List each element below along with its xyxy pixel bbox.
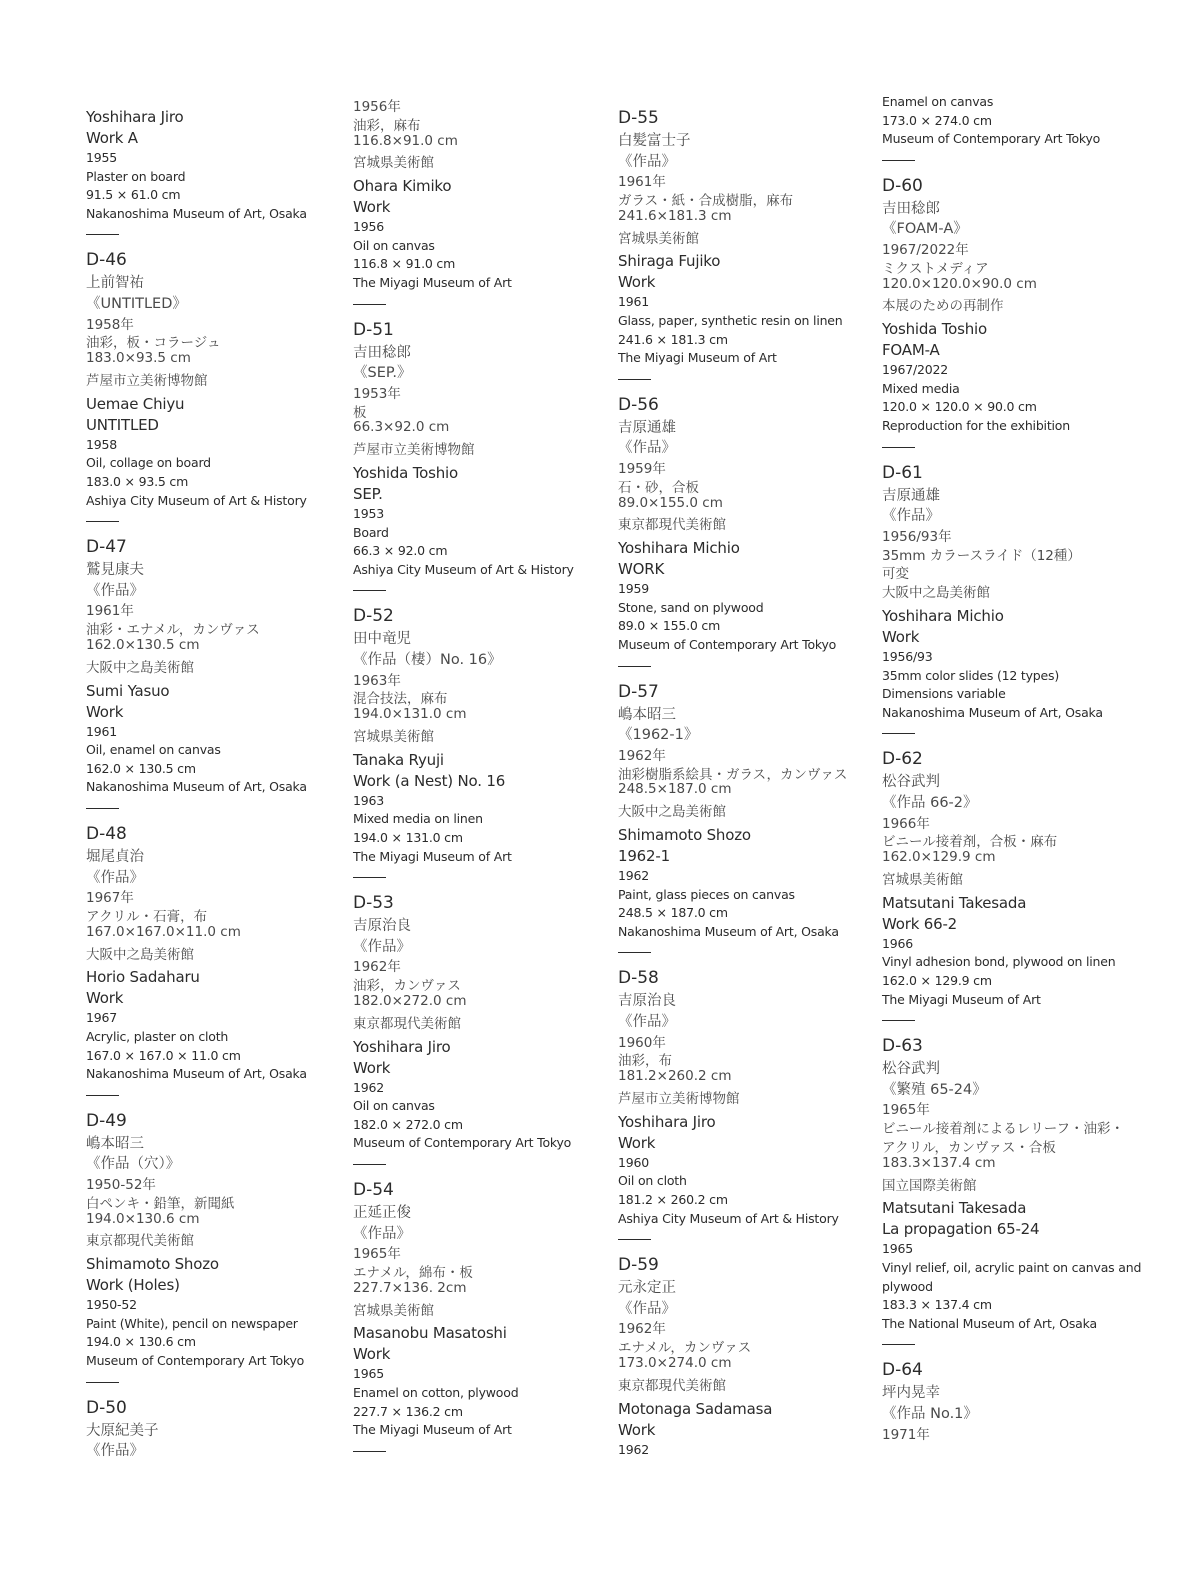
work-detail-en: 66.3 × 92.0 cm [353,543,448,559]
artist-name-en: Shiraga Fujiko [618,252,721,271]
japanese-detail: 大阪中之島美術館 [86,659,194,676]
work-detail-en: 1956/93 [882,649,933,664]
work-detail-en: 183.0 × 93.5 cm [86,474,189,489]
japanese-detail: ガラス・紙・合成樹脂，麻布 [618,193,794,209]
work-detail-en: 1956 [353,219,385,235]
work-detail-en: Nakanoshima Museum of Art, Osaka [618,923,839,939]
japanese-detail: 1965年 [882,1102,930,1119]
japanese-detail: 183.3×137.4 cm [882,1154,996,1171]
japanese-detail: 181.2×260.2 cm [618,1068,732,1085]
work-title-en: Work (a Nest) No. 16 [353,771,506,790]
work-title-en: Work [353,1058,391,1077]
work-detail-en: Oil, enamel on canvas [86,742,221,758]
catalog-number: D-59 [618,1255,659,1276]
artist-name-en: Ohara Kimiko [353,177,452,196]
work-detail-en: 1961 [86,723,118,739]
work-detail-en: Paint, glass pieces on canvas [618,886,795,902]
work-detail-en: Oil on canvas [353,1098,435,1114]
japanese-line: 田中竜児 [353,631,411,648]
japanese-detail: 混合技法，麻布 [353,691,448,708]
work-detail-en: Board [353,524,389,540]
japanese-detail: 東京都現代美術館 [353,1015,461,1032]
artist-name-en: Matsutani Takesada [882,893,1027,912]
work-detail-en: Glass, paper, synthetic resin on linen [618,313,843,328]
japanese-detail: 66.3×92.0 cm [353,419,450,436]
work-detail-en: 1966 [882,935,914,951]
japanese-line: 《作品（穴）》 [86,1156,181,1173]
work-detail-en: 91.5 × 61.0 cm [86,187,181,203]
japanese-line: 《繁殖 65-24》 [882,1081,987,1098]
work-title-en: UNTITLED [86,415,159,434]
japanese-line: 嶋本昭三 [618,706,676,723]
work-detail-en: 162.0 × 130.5 cm [86,760,196,776]
work-detail-en: Ashiya City Museum of Art & History [353,561,574,577]
japanese-detail: 1962年 [618,1321,666,1338]
work-detail-en: 227.7 × 136.2 cm [353,1403,463,1419]
japanese-detail: 1967/2022年 [882,242,969,258]
catalog-number: D-54 [353,1180,394,1200]
catalog-number: D-48 [86,824,127,844]
japanese-detail: 1959年 [618,461,666,477]
entry-divider [86,808,119,809]
japanese-detail: 油彩，板・コラージュ [86,335,221,352]
japanese-detail: 宮城県美術館 [882,872,963,888]
work-detail-en: 173.0 × 274.0 cm [882,112,992,128]
artist-name-en: Yoshihara Michio [882,607,1004,625]
japanese-detail: 芦屋市立美術博物館 [618,1091,740,1107]
work-detail-en: 1962 [618,868,650,883]
catalog-number: D-47 [86,537,127,558]
work-detail-en: Nakanoshima Museum of Art, Osaka [86,1066,307,1082]
japanese-line: 吉原通雄 [618,419,676,436]
japanese-detail: 可変 [882,566,909,583]
japanese-detail: 162.0×129.9 cm [882,849,996,866]
work-detail-en: Reproduction for the exhibition [882,418,1070,433]
work-detail-en: 1962 [618,1441,650,1457]
work-title-en: Work 66-2 [882,914,957,933]
japanese-detail: 白ペンキ・鉛筆，新聞紙 [86,1195,235,1212]
entry-divider [882,733,915,734]
work-detail-en: 1959 [618,581,650,597]
japanese-detail: 89.0×155.0 cm [618,494,723,511]
work-detail-en: 116.8 × 91.0 cm [353,256,456,272]
entry-divider [882,447,915,448]
work-detail-en: Oil, collage on board [86,455,211,471]
japanese-line: 大原紀美子 [86,1422,159,1439]
work-title-en: La propagation 65-24 [882,1220,1040,1239]
work-detail-en: plywood [882,1278,933,1294]
japanese-detail: 油彩，カンヴァス [353,978,461,995]
artist-name-en: Yoshihara Michio [618,539,740,558]
japanese-detail: 1958年 [86,316,134,333]
japanese-line: 《作品》 [882,508,940,525]
japanese-detail: 板 [353,404,367,421]
work-detail-en: 162.0 × 129.9 cm [882,973,992,988]
japanese-detail: 1956/93年 [882,528,952,545]
japanese-line: 坪内晃幸 [882,1385,940,1402]
catalog-number: D-49 [86,1110,127,1131]
work-title-en: Work [86,702,124,721]
japanese-line: 吉田稔郎 [882,200,940,217]
work-title-en: Work A [86,129,138,147]
work-title-en: Work [618,273,656,292]
japanese-detail: 油彩，布 [618,1053,672,1070]
work-title-en: FOAM-A [882,341,940,360]
work-title-en: Work [618,1133,656,1152]
work-detail-en: Vinyl relief, oil, acrylic paint on canvas and [882,1260,1142,1275]
japanese-detail: 248.5×187.0 cm [618,781,732,798]
work-detail-en: Ashiya City Museum of Art & History [86,492,307,508]
work-title-en: SEP. [353,485,383,503]
work-title-en: Work [86,989,124,1008]
entry-divider [353,877,386,878]
entry-divider [353,1164,386,1165]
catalog-number: D-64 [882,1360,923,1381]
japanese-detail: 241.6×181.3 cm [618,207,732,224]
work-detail-en: 1967/2022 [882,362,949,378]
japanese-detail: 国立国際美術館 [882,1177,977,1194]
work-detail-en: 1960 [618,1154,650,1170]
japanese-line: 堀尾貞治 [86,849,144,865]
work-detail-en: The Miyagi Museum of Art [353,275,512,290]
japanese-line: 吉田稔郎 [353,344,411,361]
work-detail-en: 35mm color slides (12 types) [882,667,1060,683]
artist-name-en: Sumi Yasuo [86,681,170,700]
entry-divider [618,1239,651,1240]
entry-divider [618,952,651,953]
japanese-line: 鷲見康夫 [86,562,144,579]
artist-name-en: Yoshihara Jiro [618,1112,716,1131]
japanese-detail: エナメル，綿布・板 [353,1265,473,1281]
artist-name-en: Yoshihara Jiro [353,1037,451,1056]
work-detail-en: Oil on cloth [618,1173,687,1189]
japanese-detail: 1962年 [353,959,401,976]
japanese-line: 松谷武判 [882,1061,940,1078]
work-title-en: 1962-1 [618,847,670,865]
work-detail-en: The Miyagi Museum of Art [353,848,512,864]
work-detail-en: 1962 [353,1079,385,1095]
catalog-number: D-46 [86,250,127,271]
japanese-detail: 宮城県美術館 [353,155,434,172]
japanese-line: 《作品》 [353,938,411,955]
work-detail-en: Enamel on cotton, plywood [353,1385,519,1400]
japanese-detail: 194.0×130.6 cm [86,1210,200,1227]
artist-name-en: Shimamoto Shozo [86,1255,219,1274]
work-detail-en: 241.6 × 181.3 cm [618,331,728,347]
japanese-detail: 1966年 [882,815,930,832]
japanese-line: 《作品 66-2》 [882,795,978,811]
work-detail-en: 89.0 × 155.0 cm [618,618,721,634]
work-detail-en: Museum of Contemporary Art Tokyo [882,131,1101,147]
catalog-number: D-50 [86,1397,127,1418]
japanese-line: 正延正俊 [353,1205,411,1221]
japanese-detail: 石・砂，合板 [618,479,699,496]
japanese-line: 嶋本昭三 [86,1135,144,1152]
work-detail-en: 1955 [86,150,118,165]
japanese-detail: 182.0×272.0 cm [353,993,467,1009]
artist-name-en: Masanobu Masatoshi [353,1324,507,1343]
japanese-detail: 大阪中之島美術館 [618,804,726,821]
japanese-detail: 油彩，麻布 [353,117,421,134]
work-detail-en: Museum of Contemporary Art Tokyo [353,1135,572,1151]
catalog-number: D-56 [618,394,659,415]
work-detail-en: 1958 [86,436,118,452]
catalog-number: D-55 [618,108,659,128]
entry-divider [353,590,386,591]
japanese-detail: 1965年 [353,1246,401,1263]
japanese-detail: 35mm カラースライド（12種） [882,547,1081,564]
catalog-number: D-53 [353,893,394,914]
japanese-detail: 1950-52年 [86,1177,156,1193]
catalog-number: D-61 [882,462,923,483]
entry-divider [882,1020,915,1021]
japanese-line: 元永定正 [618,1280,676,1297]
work-detail-en: 194.0 × 130.6 cm [86,1334,196,1350]
work-title-en: Work [353,1345,391,1364]
entry-divider [882,1344,915,1345]
work-detail-en: Mixed media [882,380,960,396]
japanese-detail: 大阪中之島美術館 [882,585,990,602]
japanese-line: 《作品》 [86,869,144,886]
japanese-detail: 1956年 [353,99,401,115]
japanese-line: 《作品》 [618,440,676,457]
work-detail-en: 194.0 × 131.0 cm [353,830,463,845]
work-detail-en: Museum of Contemporary Art Tokyo [86,1353,305,1368]
japanese-detail: エナメル，カンヴァス [618,1340,752,1357]
japanese-detail: 本展のための再制作 [882,298,1004,315]
japanese-line: 松谷武判 [882,774,940,791]
japanese-line: 《作品》 [618,153,676,170]
work-detail-en: The Miyagi Museum of Art [882,991,1041,1007]
japanese-line: 《UNTITLED》 [86,296,187,312]
japanese-detail: 183.0×93.5 cm [86,350,191,367]
japanese-line: 《1962-1》 [618,727,699,744]
work-detail-en: 1963 [353,792,385,808]
japanese-detail: アクリル，カンヴァス・合板 [882,1140,1056,1156]
japanese-detail: ビニール接着剤によるレリーフ・油彩・ [882,1121,1125,1138]
japanese-detail: 194.0×131.0 cm [353,706,467,723]
work-detail-en: Enamel on canvas [882,94,994,109]
work-detail-en: Nakanoshima Museum of Art, Osaka [86,779,307,795]
japanese-line: 上前智祐 [86,275,144,292]
japanese-detail: 227.7×136. 2cm [353,1279,467,1296]
japanese-line: 白髪富士子 [618,133,691,149]
japanese-detail: 120.0×120.0×90.0 cm [882,275,1037,292]
japanese-detail: 1953年 [353,385,401,402]
entry-divider [353,1451,386,1452]
artist-name-en: Horio Sadaharu [86,968,200,987]
entry-divider [353,304,386,305]
catalog-number: D-63 [882,1036,923,1057]
work-detail-en: 248.5 × 187.0 cm [618,905,728,921]
artist-name-en: Matsutani Takesada [882,1199,1027,1218]
japanese-detail: 1967年 [86,890,134,907]
artist-name-en: Motonaga Sadamasa [618,1399,773,1418]
work-title-en: Work [353,198,391,217]
japanese-detail: 167.0×167.0×11.0 cm [86,923,241,940]
japanese-detail: 油彩・エナメル，カンヴァス [86,622,260,639]
work-detail-en: Nakanoshima Museum of Art, Osaka [86,205,307,221]
japanese-detail: 芦屋市立美術博物館 [86,373,208,389]
japanese-detail: 東京都現代美術館 [618,517,726,534]
entry-divider [86,521,119,522]
work-detail-en: 1953 [353,506,385,521]
work-detail-en: 1965 [882,1241,914,1257]
work-detail-en: 1965 [353,1366,385,1382]
catalog-number: D-62 [882,749,923,770]
japanese-detail: 162.0×130.5 cm [86,637,200,653]
japanese-line: 《FOAM-A》 [882,221,968,238]
work-detail-en: Mixed media on linen [353,811,483,827]
entry-divider [618,379,651,380]
artist-name-en: Yoshida Toshio [882,320,987,339]
catalog-number: D-52 [353,606,394,627]
japanese-line: 《作品》 [353,1225,411,1242]
entry-divider [86,234,119,235]
artist-name-en: Yoshida Toshio [353,464,458,482]
japanese-line: 吉原通雄 [882,487,940,504]
japanese-detail: 東京都現代美術館 [86,1233,194,1250]
work-detail-en: Vinyl adhesion bond, plywood on linen [882,954,1116,970]
entry-divider [86,1095,119,1096]
japanese-line: 吉原治良 [353,918,411,935]
japanese-detail: 芦屋市立美術博物館 [353,442,475,459]
japanese-detail: 大阪中之島美術館 [86,946,194,963]
work-detail-en: Plaster on board [86,168,186,184]
entry-divider [86,1382,119,1383]
work-detail-en: The Miyagi Museum of Art [353,1422,512,1438]
japanese-detail: 1971年 [882,1426,930,1443]
work-detail-en: 1950-52 [86,1297,137,1313]
japanese-detail: 173.0×274.0 cm [618,1355,732,1371]
work-title-en: Work [618,1420,656,1439]
japanese-line: 《作品》 [86,582,144,599]
japanese-detail: 1962年 [618,747,666,764]
work-detail-en: The Miyagi Museum of Art [618,350,777,366]
artist-name-en: Shimamoto Shozo [618,826,751,844]
work-detail-en: Dimensions variable [882,686,1006,702]
work-detail-en: Ashiya City Museum of Art & History [618,1210,839,1226]
work-detail-en: Oil on canvas [353,237,435,253]
entry-divider [618,666,651,667]
entry-divider [882,160,915,161]
work-detail-en: The National Museum of Art, Osaka [882,1315,1097,1331]
japanese-line: 《作品》 [618,1300,676,1317]
work-detail-en: Paint (White), pencil on newspaper [86,1315,298,1331]
japanese-detail: アクリル・石膏，布 [86,909,208,925]
japanese-detail: 1961年 [618,174,666,191]
work-detail-en: Museum of Contemporary Art Tokyo [618,637,837,652]
japanese-detail: 宮城県美術館 [618,230,699,247]
work-detail-en: Nakanoshima Museum of Art, Osaka [882,704,1103,720]
artist-name-en: Yoshihara Jiro [86,108,184,126]
japanese-detail: 1961年 [86,603,134,620]
work-detail-en: Stone, sand on plywood [618,599,764,615]
work-detail-en: 120.0 × 120.0 × 90.0 cm [882,399,1037,415]
work-detail-en: 167.0 × 167.0 × 11.0 cm [86,1047,241,1063]
japanese-detail: ビニール接着剤，合板・麻布 [882,834,1058,851]
japanese-line: 《作品（棲）No. 16》 [353,652,502,668]
japanese-line: 《作品》 [86,1443,144,1460]
work-title-en: WORK [618,560,665,579]
japanese-detail: 1963年 [353,672,401,689]
catalog-number: D-51 [353,319,394,340]
work-detail-en: Acrylic, plaster on cloth [86,1029,229,1044]
catalog-number: D-57 [618,681,659,702]
japanese-detail: 宮城県美術館 [353,729,434,745]
japanese-detail: 東京都現代美術館 [618,1377,726,1394]
japanese-line: 《作品》 [618,1014,676,1030]
work-detail-en: 1967 [86,1010,118,1026]
work-detail-en: 1961 [618,294,650,310]
artist-name-en: Tanaka Ryuji [353,750,444,769]
japanese-detail: 1960年 [618,1034,666,1051]
work-detail-en: 183.3 × 137.4 cm [882,1297,992,1313]
work-detail-en: 182.0 × 272.0 cm [353,1116,463,1132]
japanese-line: 《SEP.》 [353,365,412,382]
japanese-detail: 116.8×91.0 cm [353,132,458,149]
catalog-number: D-58 [618,968,659,989]
catalog-number: D-60 [882,175,923,196]
japanese-detail: 油彩樹脂系絵具・ガラス，カンヴァス [618,766,848,783]
work-title-en: Work [882,628,920,646]
japanese-detail: ミクストメディア [882,260,989,277]
japanese-line: 吉原治良 [618,993,676,1010]
japanese-line: 《作品 No.1》 [882,1406,978,1422]
work-detail-en: 181.2 × 260.2 cm [618,1192,728,1207]
japanese-detail: 宮城県美術館 [353,1302,434,1319]
artist-name-en: Uemae Chiyu [86,394,185,413]
work-title-en: Work (Holes) [86,1276,180,1295]
